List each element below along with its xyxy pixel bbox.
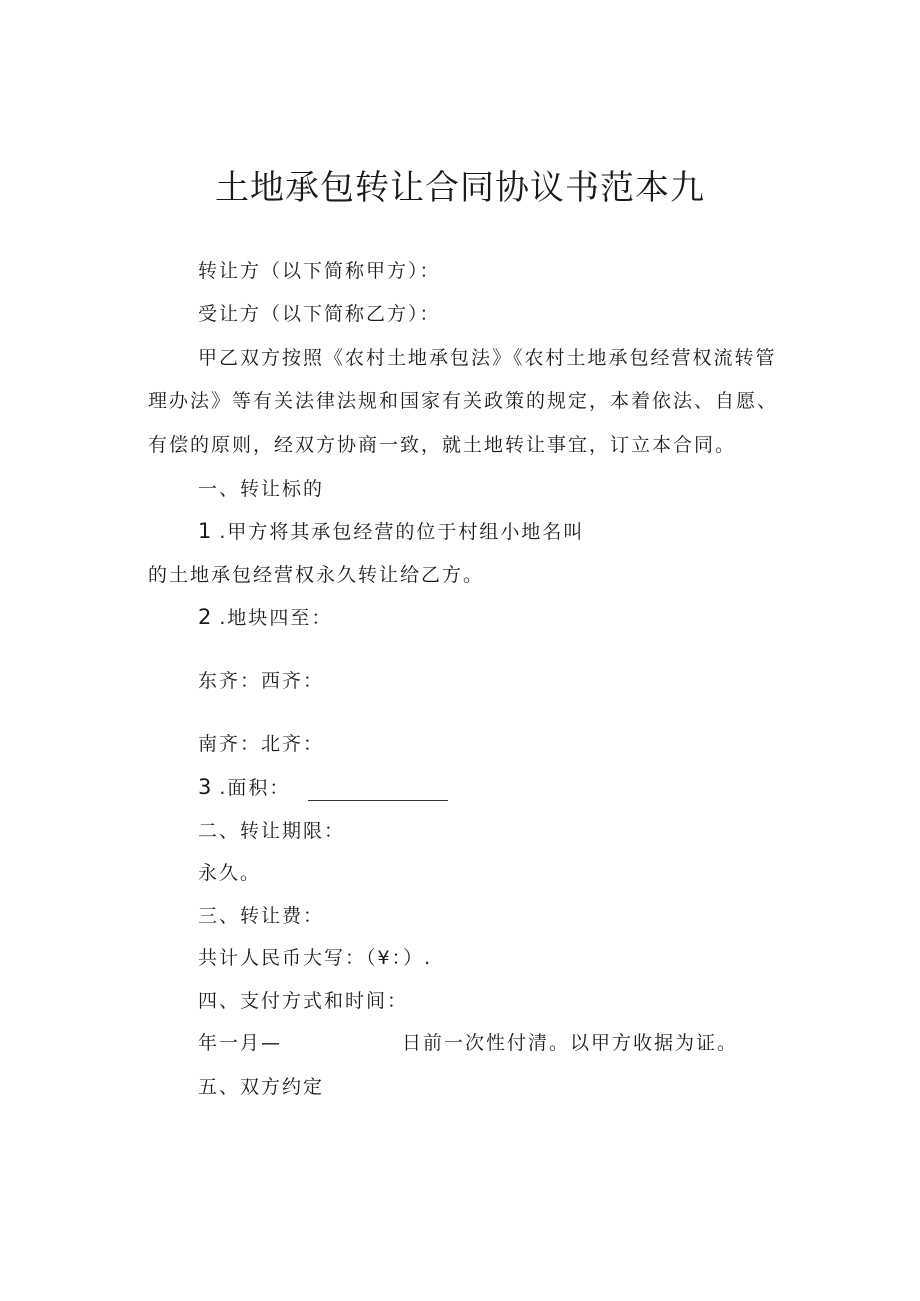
section3-heading: 三、转让费： bbox=[198, 905, 325, 927]
section3-content: 共计人民币大写：（¥：）. bbox=[198, 947, 433, 969]
item3-number: 3 bbox=[198, 775, 214, 799]
section4-content bbox=[198, 1030, 738, 1056]
item3-line bbox=[198, 774, 448, 801]
transferor-line: 转让方（以下简称甲方）： bbox=[198, 260, 441, 282]
section1-heading: 一、转让标的 bbox=[198, 478, 325, 500]
section4-content-left: 年一月— bbox=[198, 1032, 283, 1054]
preamble-line-2: 理办法》等有关法律法规和国家有关政策的规定，本着依法、自愿、 bbox=[148, 390, 779, 412]
preamble-line-1: 甲乙双方按照《农村土地承包法》《农村土地承包经营权流转管 bbox=[198, 347, 777, 369]
item1-text: .甲方将其承包经营的位于村组小地名叫 bbox=[219, 521, 585, 543]
section2-content: 永久。 bbox=[198, 862, 262, 884]
section4-heading: 四、支付方式和时间： bbox=[198, 990, 409, 1012]
item2-number: 2 bbox=[198, 605, 214, 629]
preamble-line-3: 有偿的原则，经双方协商一致，就土地转让事宜，订立本合同。 bbox=[148, 434, 737, 456]
item3-text: .面积： bbox=[219, 777, 291, 799]
item2-line bbox=[198, 604, 332, 631]
section4-content-right: 日前一次性付清。以甲方收据为证。 bbox=[402, 1032, 739, 1054]
document-title: 土地承包转让合同协议书范本九 bbox=[215, 168, 705, 208]
transferee-line: 受让方（以下简称乙方）： bbox=[198, 303, 441, 325]
south-north-line: 南齐：北齐： bbox=[198, 733, 325, 755]
item1-number: 1 bbox=[198, 519, 214, 543]
item1-line bbox=[198, 518, 584, 545]
section2-heading: 二、转让期限： bbox=[198, 820, 346, 842]
area-blank bbox=[308, 780, 448, 801]
east-west-line: 东齐：西齐： bbox=[198, 670, 325, 692]
item2-text: .地块四至： bbox=[219, 607, 333, 629]
item1-continuation: 的土地承包经营权永久转让给乙方。 bbox=[148, 564, 485, 586]
section5-heading: 五、双方约定 bbox=[198, 1076, 325, 1098]
